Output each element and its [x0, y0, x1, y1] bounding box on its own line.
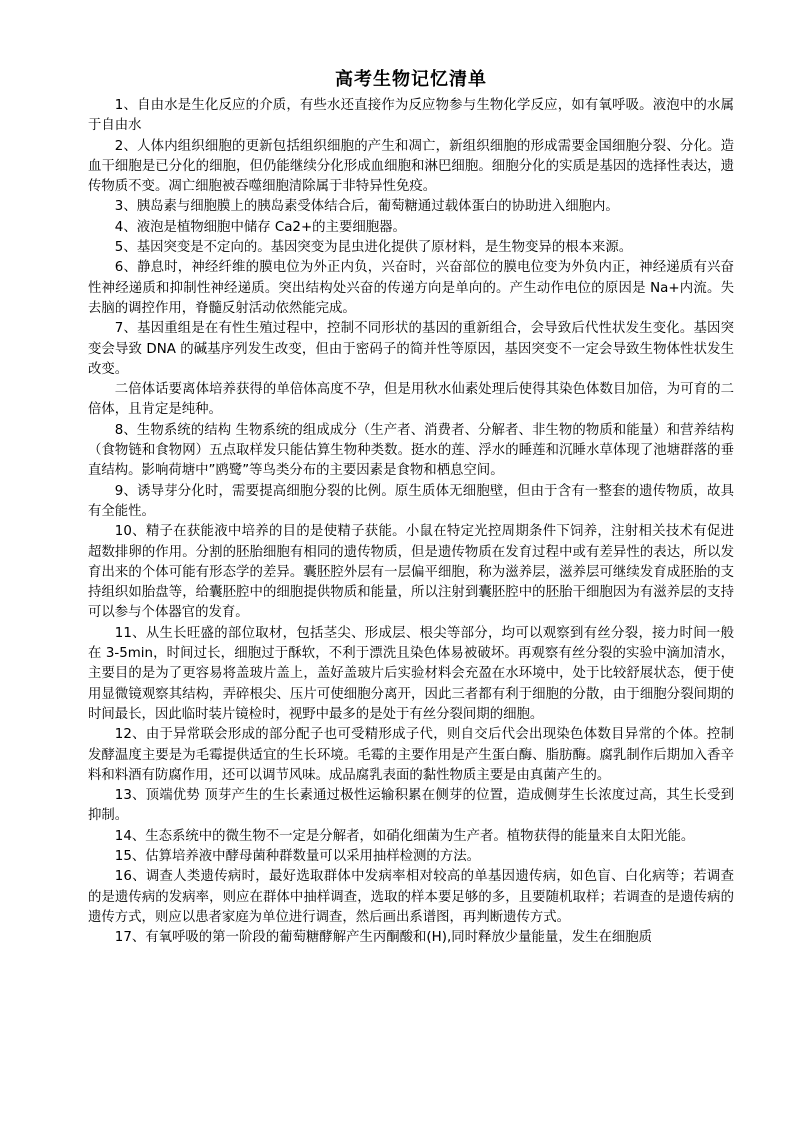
- paragraph-15: 15、估算培养液中酵母菌种群数量可以采用抽样检测的方法。: [114, 848, 480, 864]
- paragraph-8: 8、生物系统的结构 生物系统的组成成分（生产者、消费者、分解者、非生物的物质和能量）和营养结构（食物链和食物网）五点取样发只能估算生物种类数。挺水的莲、浮水的睡莲和沉睡水草体现了池塘群落的垂直结构。影响荷塘中”鸥鹭”等鸟类分布的主要因素是食物和栖息空间。: [88, 422, 734, 479]
- paragraph-1: 1、自由水是生化反应的介质，有些水还直接作为反应物参与生物化学反应，如有氧呼吸。液泡中的水属于自由水: [88, 98, 734, 134]
- paragraph-12: 12、由于异常联会形成的部分配子也可受精形成子代，则自交后代会出现染色体数目异常的个体。控制发酵温度主要是为毛霉提供适宜的生长环境。毛霉的主要作用是产生蛋白酶、脂肪酶。腐乳制作后期加入香辛料和料酒有防腐作用，还可以调节风味。成品腐乳表面的黏性物质主要是由真菌产生的。: [88, 727, 734, 783]
- paragraph-2: 2、人体内组织细胞的更新包括组织细胞的产生和凋亡，新组织细胞的形成需要金国细胞分裂、分化。造血干细胞是已分化的细胞，但仍能继续分化形成血细胞和淋巴细胞。细胞分化的实质是基因的选择性表达，遗传物质不变。凋亡细胞被吞噬细胞清除属于非特异性免疫。: [88, 138, 734, 195]
- paragraph-17: 17、有氧呼吸的第一阶段的葡萄糖酵解产生丙酮酸和(H),同时释放少量能量，发生在细胞质: [114, 930, 653, 946]
- paragraph-diploid: 二倍体话要离体培养获得的单倍体高度不孕，但是用秋水仙素处理后使得其染色体数目加倍，为可育的二倍体，且肯定是纯种。: [88, 382, 734, 418]
- paragraph-9: 9、诱导芽分化时，需要提高细胞分裂的比例。原生质体无细胞壁，但由于含有一整套的遗传物质，故具有全能性。: [88, 483, 734, 519]
- paragraph-14: 14、生态系统中的微生物不一定是分解者，如硝化细菌为生产者。植物获得的能量来自太阳光能。: [114, 828, 695, 844]
- paragraph-7: 7、基因重组是在有性生殖过程中，控制不同形状的基因的重新组合，会导致后代性状发生变化。基因突变会导致 DNA 的碱基序列发生改变，但由于密码子的简并性等原因，基因突变不一定会导致生物体性状发生改变。: [88, 321, 734, 377]
- document-title: 高考生物记忆清单: [335, 69, 487, 90]
- paragraph-3: 3、胰岛素与细胞膜上的胰岛素受体结合后，葡萄糖通过载体蛋白的协助进入细胞内。: [114, 199, 619, 215]
- paragraph-16: 16、调查人类遗传病时，最好选取群体中发病率相对较高的单基因遗传病，如色盲、白化病等；若调查的是遗传病的发病率，则应在群体中抽样调查，选取的样本要足够的多，且要随机取样；若调查的是遗传病的遗传方式，则应以患者家庭为单位进行调查，然后画出系谱图，再判断遗传方式。: [88, 869, 734, 925]
- document-page: [88, 66, 734, 948]
- paragraph-6: 6、静息时，神经纤维的膜电位为外正内负，兴奋时，兴奋部位的膜电位变为外负内正，神经递质有兴奋性神经递质和抑制性神经递质。突出结构处兴奋的传递方向是单向的。产生动作电位的原因是 Na+内流。失去脑的调控作用，脊髓反射活动依然能完成。: [88, 260, 734, 316]
- paragraph-13: 13、顶端优势 顶芽产生的生长素通过极性运输积累在侧芽的位置，造成侧芽生长浓度过高，其生长受到抑制。: [88, 788, 734, 824]
- paragraph-5: 5、基因突变是不定向的。基因突变为昆虫进化提供了原材料，是生物变异的根本来源。: [114, 240, 633, 256]
- paragraph-10: 10、精子在获能液中培养的目的是使精子获能。小鼠在特定光控周期条件下饲养，注射相关技术有促进超数排卵的作用。分割的胚胎细胞有相同的遗传物质，但是遗传物质在发育过程中或有差异性的表达，所以发育出来的个体可能有形态学的差异。囊胚腔外层有一层偏平细胞，称为滋养层，滋养层可继续发育成胚胎的支持组织如胎盘等，给囊胚腔中的细胞提供物质和能量，所以注射到囊胚腔中的胚胎干细胞因为有滋养层的支持可以参与个体器官的发育。: [88, 524, 734, 621]
- paragraph-11: 11、从生长旺盛的部位取材，包括茎尖、形成层、根尖等部分，均可以观察到有丝分裂，接力时间一般在 3-5min，时间过长，细胞过于酥软，不利于漂洗且染色体易被破坏。再观察有丝分裂的实验中滴加清水，主要目的是为了更容易将盖玻片盖上，盖好盖玻片后实验材料会充盈在水环境中，处于比较舒展状态，便于使用显微镜观察其结构，弄碎根尖、压片可使细胞分离开，因此三者都有利于细胞的分散，由于细胞分裂间期的时间最长，因此临时装片镜检时，视野中最多的是处于有丝分裂间期的细胞。: [88, 625, 734, 722]
- paragraph-4: 4、液泡是植物细胞中储存 Ca2+的主要细胞器。: [114, 219, 406, 235]
